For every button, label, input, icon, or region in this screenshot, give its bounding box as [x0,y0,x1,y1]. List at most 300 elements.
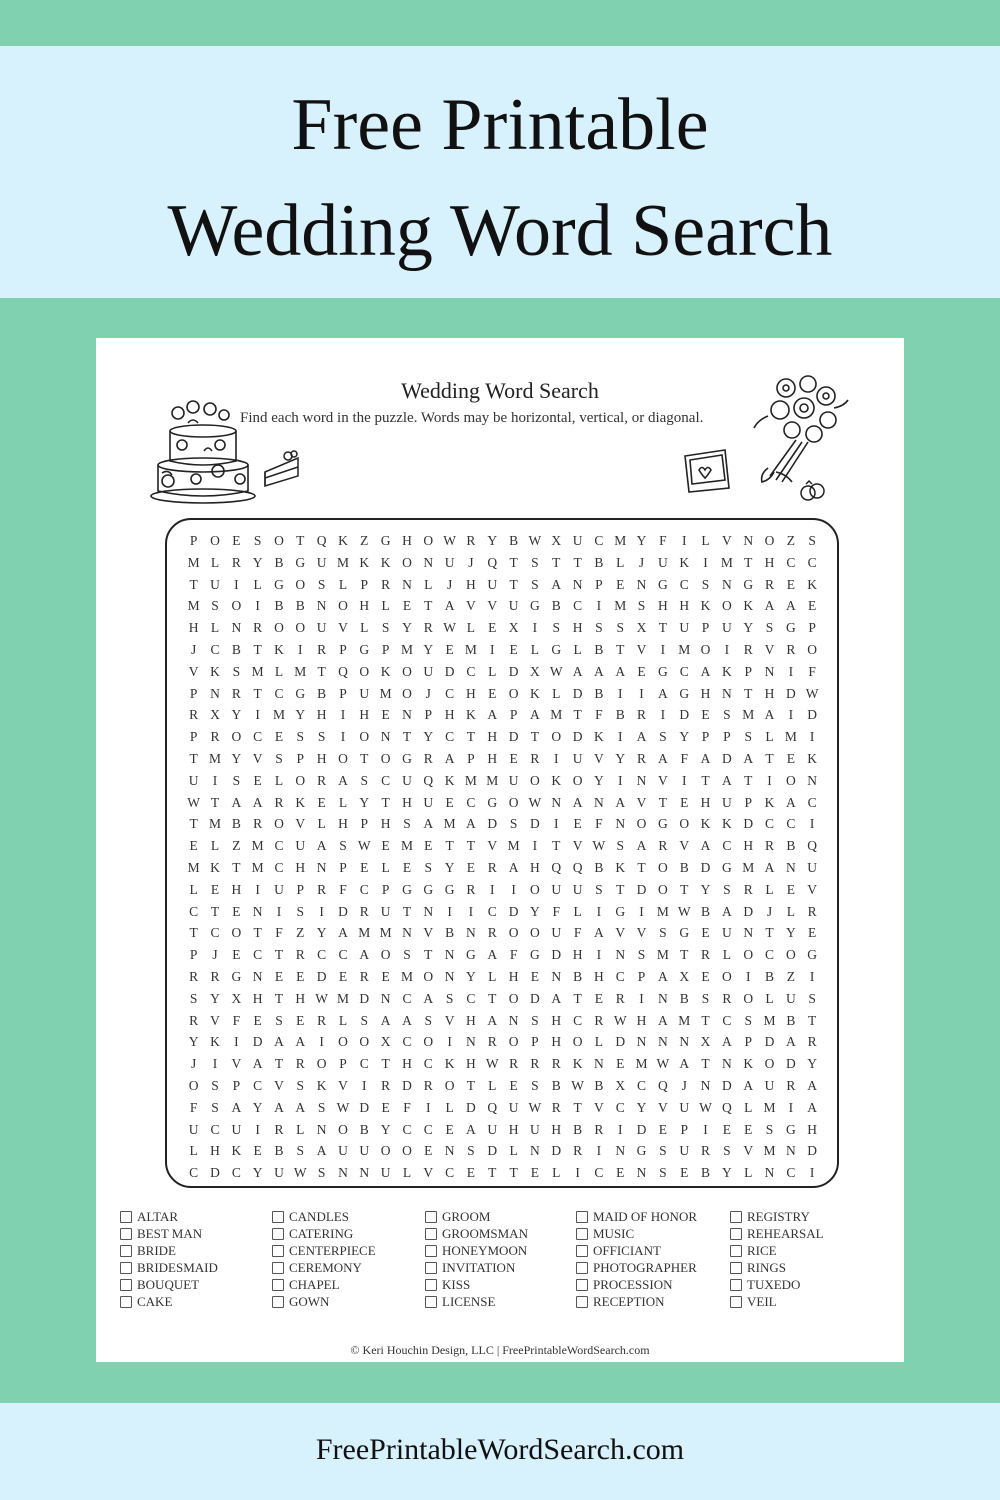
grid-letter[interactable]: D [785,685,796,701]
grid-letter[interactable]: A [487,707,498,723]
grid-letter[interactable]: U [487,576,498,592]
grid-letter[interactable]: E [402,859,412,875]
grid-letter[interactable]: P [701,729,710,745]
grid-letter[interactable]: V [295,816,306,832]
grid-letter[interactable]: P [339,1056,347,1072]
grid-letter[interactable]: U [295,838,306,854]
grid-letter[interactable]: L [381,598,390,614]
grid-letter[interactable]: P [744,794,752,810]
grid-letter[interactable]: T [680,947,689,963]
grid-letter[interactable]: K [700,816,711,832]
grid-letter[interactable]: V [594,750,604,766]
grid-letter[interactable]: I [596,903,602,919]
grid-letter[interactable]: T [616,641,625,657]
grid-letter[interactable]: D [721,750,732,766]
grid-letter[interactable]: O [402,554,412,570]
grid-letter[interactable]: Y [594,772,604,788]
grid-letter[interactable]: C [615,1099,625,1115]
grid-letter[interactable]: K [466,707,476,723]
grid-letter[interactable]: O [338,1121,348,1137]
grid-letter[interactable]: N [316,1121,327,1137]
grid-letter[interactable]: L [722,947,731,963]
grid-letter[interactable]: S [232,772,241,788]
grid-letter[interactable]: O [508,925,519,941]
grid-letter[interactable]: E [296,968,305,984]
word-checkbox[interactable] [730,1228,742,1240]
grid-letter[interactable]: A [274,1034,284,1050]
grid-letter[interactable]: I [596,1143,602,1159]
grid-letter[interactable]: A [700,838,711,854]
grid-letter[interactable]: K [210,1034,220,1050]
grid-letter[interactable]: A [636,838,647,854]
grid-letter[interactable]: R [658,838,668,854]
grid-letter[interactable]: C [210,1121,220,1137]
grid-letter[interactable]: R [786,1077,796,1093]
grid-letter[interactable]: C [274,838,284,854]
grid-letter[interactable]: N [551,794,562,810]
grid-letter[interactable]: U [721,925,732,941]
grid-letter[interactable]: D [252,1034,263,1050]
grid-letter[interactable]: N [466,1034,476,1050]
word-checkbox[interactable] [576,1296,588,1308]
grid-letter[interactable]: E [338,968,348,984]
grid-letter[interactable]: U [551,925,562,941]
grid-letter[interactable]: K [359,554,370,570]
grid-letter[interactable]: Y [636,533,647,548]
grid-letter[interactable]: S [296,1077,305,1093]
grid-letter[interactable]: B [551,598,561,614]
grid-letter[interactable]: R [786,641,796,657]
grid-letter[interactable]: S [616,838,624,854]
grid-letter[interactable]: X [636,620,647,636]
grid-letter[interactable]: T [274,1056,284,1072]
grid-letter[interactable]: N [444,968,455,984]
grid-letter[interactable]: O [359,663,370,679]
grid-letter[interactable]: C [274,685,284,701]
grid-letter[interactable]: K [807,750,818,766]
grid-letter[interactable]: I [660,707,666,723]
grid-letter[interactable]: P [701,620,710,636]
grid-letter[interactable]: H [530,859,540,875]
grid-letter[interactable]: R [317,641,327,657]
grid-letter[interactable]: N [615,947,626,963]
grid-letter[interactable]: G [231,968,242,984]
grid-letter[interactable]: B [594,641,604,657]
grid-letter[interactable]: O [636,816,647,832]
grid-letter[interactable]: W [528,1099,542,1115]
grid-letter[interactable]: D [530,990,540,1006]
grid-letter[interactable]: M [763,1143,776,1159]
word-checkbox[interactable] [730,1211,742,1223]
grid-letter[interactable]: T [402,903,412,919]
grid-letter[interactable]: F [595,707,603,723]
grid-letter[interactable]: T [189,925,198,941]
grid-letter[interactable]: K [764,794,775,810]
grid-letter[interactable]: N [530,1143,540,1159]
grid-letter[interactable]: C [423,1121,433,1137]
grid-letter[interactable]: Q [551,859,562,875]
grid-letter[interactable]: D [466,1099,476,1115]
grid-letter[interactable]: G [444,881,455,897]
grid-letter[interactable]: A [572,794,583,810]
grid-letter[interactable]: M [251,838,264,854]
grid-letter[interactable]: L [402,1165,412,1181]
grid-letter[interactable]: O [188,1077,199,1093]
grid-letter[interactable]: S [296,729,305,745]
grid-letter[interactable]: T [189,750,198,766]
grid-letter[interactable]: E [744,1121,753,1137]
grid-letter[interactable]: A [338,772,348,788]
grid-letter[interactable]: R [210,729,220,745]
grid-letter[interactable]: A [466,816,476,832]
grid-letter[interactable]: O [572,772,583,788]
grid-letter[interactable]: U [572,750,583,766]
grid-letter[interactable]: O [508,794,519,810]
grid-letter[interactable]: N [252,903,263,919]
grid-letter[interactable]: R [637,707,647,723]
grid-letter[interactable]: E [808,598,817,614]
grid-letter[interactable]: V [743,1143,754,1159]
grid-letter[interactable]: L [765,729,774,745]
grid-letter[interactable]: T [317,663,326,679]
grid-letter[interactable]: R [594,1012,604,1028]
grid-letter[interactable]: M [400,968,413,984]
word-checkbox[interactable] [730,1296,742,1308]
grid-letter[interactable]: V [210,1012,220,1028]
grid-letter[interactable]: I [788,663,794,679]
grid-letter[interactable]: X [380,1034,391,1050]
grid-letter[interactable]: S [467,1143,475,1159]
grid-letter[interactable]: J [191,641,197,657]
grid-letter[interactable]: N [210,685,220,701]
grid-letter[interactable]: O [380,1143,391,1159]
grid-letter[interactable]: O [402,663,412,679]
grid-letter[interactable]: R [317,881,327,897]
grid-letter[interactable]: D [359,1099,370,1115]
grid-letter[interactable]: V [423,1165,434,1181]
grid-letter[interactable]: R [189,1012,199,1028]
grid-letter[interactable]: M [507,838,520,854]
grid-letter[interactable]: N [466,925,476,941]
grid-letter[interactable]: L [616,554,625,570]
grid-letter[interactable]: E [296,1012,305,1028]
grid-letter[interactable]: U [551,881,562,897]
grid-letter[interactable]: I [809,1165,815,1181]
grid-letter[interactable]: R [317,1012,327,1028]
grid-letter[interactable]: I [788,707,794,723]
grid-letter[interactable]: S [360,1012,369,1028]
grid-letter[interactable]: E [274,729,284,745]
grid-letter[interactable]: A [252,794,263,810]
grid-letter[interactable]: N [444,1143,455,1159]
grid-letter[interactable]: M [400,641,413,657]
grid-letter[interactable]: H [231,881,242,897]
grid-letter[interactable]: H [466,685,476,701]
grid-letter[interactable]: F [339,881,347,897]
grid-letter[interactable]: R [722,990,732,1006]
grid-letter[interactable]: V [636,925,647,941]
grid-letter[interactable]: O [423,968,434,984]
grid-letter[interactable]: E [424,838,433,854]
grid-letter[interactable]: F [189,1099,198,1115]
word-checkbox[interactable] [425,1296,437,1308]
grid-letter[interactable]: E [616,1056,625,1072]
word-checkbox[interactable] [272,1211,284,1223]
grid-letter[interactable]: A [380,1012,391,1028]
grid-letter[interactable]: S [744,729,752,745]
grid-letter[interactable]: Q [423,772,434,788]
grid-letter[interactable]: W [336,1099,350,1115]
grid-letter[interactable]: G [615,903,626,919]
grid-letter[interactable]: H [210,1143,220,1159]
grid-letter[interactable]: T [253,641,262,657]
grid-letter[interactable]: E [466,859,476,875]
grid-letter[interactable]: G [551,641,562,657]
word-checkbox[interactable] [730,1279,742,1291]
grid-letter[interactable]: C [402,990,412,1006]
grid-letter[interactable]: U [785,990,796,1006]
grid-letter[interactable]: E [808,925,817,941]
grid-letter[interactable]: R [231,685,241,701]
grid-letter[interactable]: P [808,620,816,636]
grid-letter[interactable]: E [381,968,390,984]
grid-letter[interactable]: H [551,1012,562,1028]
grid-letter[interactable]: R [466,533,476,548]
grid-letter[interactable]: H [295,859,306,875]
grid-letter[interactable]: O [679,816,690,832]
grid-letter[interactable]: P [680,1121,688,1137]
grid-letter[interactable]: B [274,1143,284,1159]
word-checkbox[interactable] [576,1245,588,1257]
grid-letter[interactable]: N [764,663,775,679]
grid-letter[interactable]: H [466,1056,476,1072]
grid-letter[interactable]: H [402,533,412,548]
grid-letter[interactable]: B [786,838,796,854]
grid-letter[interactable]: S [317,1165,326,1181]
grid-letter[interactable]: L [445,1099,454,1115]
grid-letter[interactable]: T [680,881,689,897]
grid-letter[interactable]: B [786,1012,796,1028]
grid-letter[interactable]: N [700,1077,711,1093]
grid-letter[interactable]: M [720,554,733,570]
grid-letter[interactable]: E [253,1012,262,1028]
grid-letter[interactable]: F [232,1012,241,1028]
grid-letter[interactable]: E [509,1077,518,1093]
grid-letter[interactable]: A [658,750,668,766]
grid-letter[interactable]: Y [210,990,220,1006]
grid-letter[interactable]: R [701,947,711,963]
grid-letter[interactable]: N [423,903,434,919]
grid-letter[interactable]: A [785,794,796,810]
grid-letter[interactable]: W [315,990,328,1006]
grid-letter[interactable]: Q [807,838,818,854]
grid-letter[interactable]: O [274,816,284,832]
grid-letter[interactable]: T [744,685,753,701]
grid-letter[interactable]: K [743,1056,754,1072]
grid-letter[interactable]: I [639,903,644,919]
grid-letter[interactable]: H [807,1121,818,1137]
grid-letter[interactable]: Q [572,859,583,875]
grid-letter[interactable]: T [274,990,284,1006]
grid-letter[interactable]: M [187,598,200,614]
grid-letter[interactable]: Y [316,925,327,941]
grid-letter[interactable]: I [660,641,666,657]
word-checkbox[interactable] [120,1296,132,1308]
grid-letter[interactable]: N [721,576,732,592]
grid-letter[interactable]: A [295,1034,306,1050]
grid-letter[interactable]: I [319,1034,324,1050]
grid-letter[interactable]: N [508,1012,519,1028]
grid-letter[interactable]: B [594,554,604,570]
grid-letter[interactable]: O [295,772,306,788]
grid-letter[interactable]: N [252,968,263,984]
grid-letter[interactable]: R [253,816,263,832]
grid-letter[interactable]: S [808,533,816,548]
grid-letter[interactable]: A [743,750,754,766]
grid-letter[interactable]: N [402,707,412,723]
grid-letter[interactable]: E [445,641,454,657]
grid-letter[interactable]: C [679,663,689,679]
grid-letter[interactable]: E [232,947,241,963]
grid-letter[interactable]: Y [295,707,306,723]
grid-letter[interactable]: P [467,750,475,766]
grid-letter[interactable]: F [659,533,667,548]
grid-letter[interactable]: M [336,554,349,570]
grid-letter[interactable]: E [616,1165,625,1181]
grid-letter[interactable]: R [466,881,476,897]
grid-letter[interactable]: H [594,968,604,984]
grid-letter[interactable]: T [466,838,476,854]
grid-letter[interactable]: U [487,1121,498,1137]
grid-letter[interactable]: R [253,620,263,636]
grid-letter[interactable]: K [231,1143,242,1159]
grid-letter[interactable]: V [594,1099,604,1115]
grid-letter[interactable]: L [210,838,220,854]
grid-letter[interactable]: T [744,772,753,788]
grid-letter[interactable]: M [656,947,669,963]
grid-letter[interactable]: A [508,859,519,875]
grid-letter[interactable]: T [274,947,284,963]
grid-letter[interactable]: Y [423,641,434,657]
grid-letter[interactable]: I [553,750,559,766]
grid-letter[interactable]: S [659,1165,667,1181]
grid-letter[interactable]: U [508,598,519,614]
grid-letter[interactable]: O [295,576,306,592]
grid-letter[interactable]: S [659,925,667,941]
grid-letter[interactable]: U [679,620,690,636]
grid-letter[interactable]: K [380,554,391,570]
grid-letter[interactable]: E [445,794,454,810]
grid-letter[interactable]: L [701,533,710,548]
grid-letter[interactable]: T [530,729,540,745]
grid-letter[interactable]: K [572,1056,583,1072]
grid-letter[interactable]: H [466,576,476,592]
grid-letter[interactable]: I [639,990,644,1006]
grid-letter[interactable]: A [402,1012,412,1028]
grid-letter[interactable]: L [765,990,774,1006]
grid-letter[interactable]: N [785,859,796,875]
grid-letter[interactable]: E [616,576,625,592]
grid-letter[interactable]: U [316,620,327,636]
grid-letter[interactable]: S [723,707,731,723]
grid-letter[interactable]: I [745,968,751,984]
grid-letter[interactable]: R [487,925,497,941]
grid-letter[interactable]: U [274,881,284,897]
grid-letter[interactable]: O [764,533,775,548]
grid-letter[interactable]: S [595,881,603,897]
grid-letter[interactable]: C [573,598,583,614]
grid-letter[interactable]: A [615,794,626,810]
grid-letter[interactable]: N [380,990,391,1006]
grid-letter[interactable]: P [509,707,518,723]
word-checkbox[interactable] [425,1228,437,1240]
grid-letter[interactable]: A [572,663,583,679]
grid-letter[interactable]: O [231,925,242,941]
grid-letter[interactable]: E [701,707,710,723]
grid-letter[interactable]: V [423,925,434,941]
grid-letter[interactable]: F [275,925,283,941]
grid-letter[interactable]: S [701,576,710,592]
grid-letter[interactable]: K [210,859,220,875]
grid-letter[interactable]: N [402,925,412,941]
grid-letter[interactable]: T [701,1056,710,1072]
grid-letter[interactable]: S [211,1077,219,1093]
grid-letter[interactable]: O [338,1034,348,1050]
grid-letter[interactable]: O [764,1056,775,1072]
grid-letter[interactable]: S [317,576,326,592]
grid-letter[interactable]: I [362,1077,367,1093]
word-checkbox[interactable] [120,1245,132,1257]
grid-letter[interactable]: P [381,641,390,657]
grid-letter[interactable]: M [187,859,200,875]
grid-letter[interactable]: E [680,1165,689,1181]
grid-letter[interactable]: H [252,990,263,1006]
grid-letter[interactable]: H [700,794,711,810]
grid-letter[interactable]: B [274,554,284,570]
grid-letter[interactable]: K [594,729,604,745]
grid-letter[interactable]: Y [231,707,242,723]
grid-letter[interactable]: Y [402,620,412,636]
grid-letter[interactable]: W [571,1077,584,1093]
grid-letter[interactable]: G [487,794,498,810]
grid-letter[interactable]: Q [658,1077,668,1093]
grid-letter[interactable]: C [423,1056,433,1072]
grid-letter[interactable]: L [552,1165,561,1181]
grid-letter[interactable]: D [636,881,647,897]
grid-letter[interactable]: Y [530,903,540,919]
grid-letter[interactable]: C [594,1165,604,1181]
grid-letter[interactable]: P [296,881,305,897]
grid-letter[interactable]: A [487,947,498,963]
grid-letter[interactable]: Z [296,925,305,941]
grid-letter[interactable]: U [444,554,455,570]
grid-letter[interactable]: X [231,990,242,1006]
grid-letter[interactable]: T [616,881,625,897]
grid-letter[interactable]: A [785,598,796,614]
grid-letter[interactable]: A [444,598,455,614]
grid-letter[interactable]: Y [785,925,796,941]
grid-letter[interactable]: X [508,620,519,636]
grid-letter[interactable]: B [594,859,604,875]
grid-letter[interactable]: I [340,729,346,745]
grid-letter[interactable]: N [316,859,327,875]
grid-letter[interactable]: S [275,750,283,766]
grid-letter[interactable]: D [743,903,754,919]
grid-letter[interactable]: E [189,838,198,854]
grid-letter[interactable]: Q [316,533,327,548]
grid-letter[interactable]: V [338,620,348,636]
grid-letter[interactable]: F [595,816,603,832]
